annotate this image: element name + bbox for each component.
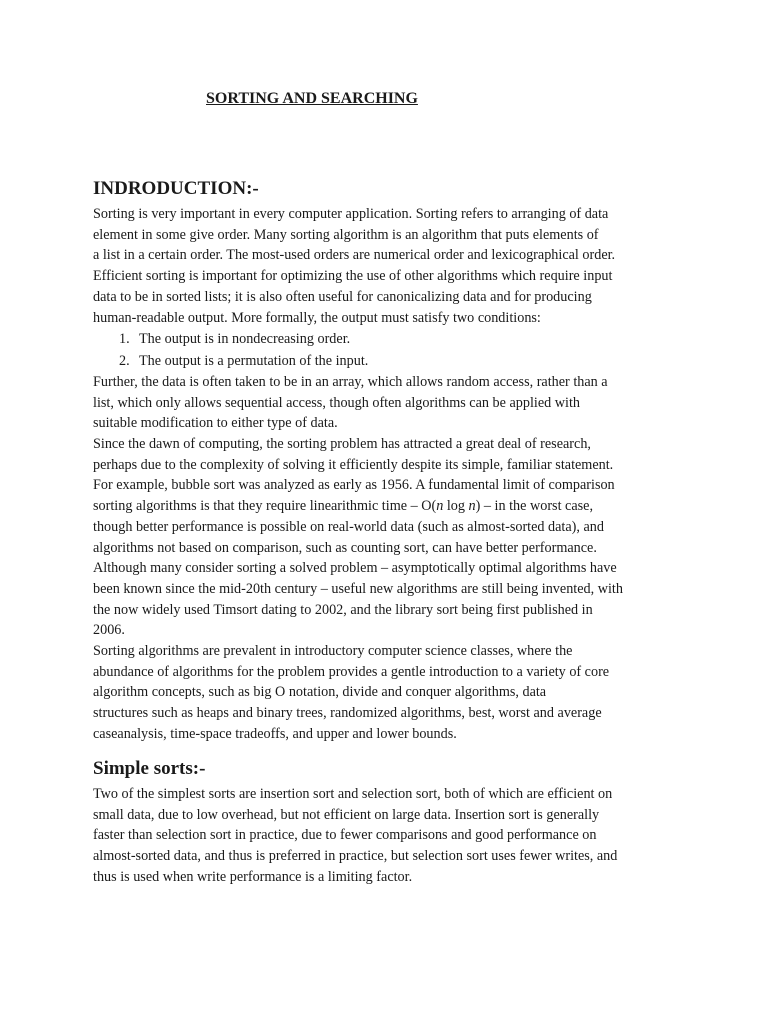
- intro-line: human-readable output. More formally, the output must satisfy two conditions:: [93, 309, 541, 326]
- list-item: [119, 351, 368, 372]
- intro-line: been known since the mid-20th century – useful new algorithms are still being invented, with: [93, 580, 623, 597]
- list-item-text: The output is a permutation of the input.: [139, 353, 369, 370]
- intro-line: abundance of algorithms for the problem provides a gentle introduction to a variety of core: [93, 663, 610, 680]
- intro-line: 2006.: [93, 622, 125, 639]
- simple-sorts-heading: Simple sorts:-: [93, 758, 206, 779]
- intro-line: a list in a certain order. The most-used orders are numerical order and lexicographical order.: [93, 247, 616, 264]
- document-title: SORTING AND SEARCHING: [206, 90, 418, 107]
- intro-line: suitable modification to either type of data.: [93, 415, 338, 432]
- simple-line: small data, due to low overhead, but not efficient on large data. Insertion sort is generally: [93, 806, 600, 823]
- intro-line: algorithm concepts, such as big O notation, divide and conquer algorithms, data: [93, 684, 547, 701]
- intro-line: Further, the data is often taken to be in an array, which allows random access, rather than a: [93, 374, 608, 390]
- simple-line: Two of the simplest sorts are insertion sort and selection sort, both of which are efficient on: [93, 786, 613, 802]
- intro-line: Sorting algorithms are prevalent in introductory computer science classes, where the: [93, 643, 573, 659]
- simple-line: thus is used when write performance is a limiting factor.: [93, 868, 413, 885]
- intro-line: though better performance is possible on real-world data (such as almost-sorted data), and: [93, 518, 604, 535]
- intro-line: structures such as heaps and binary trees, randomized algorithms, best, worst and average: [93, 705, 602, 722]
- intro-line: algorithms not based on comparison, such as counting sort, can have better performance.: [93, 539, 597, 556]
- list-item-number: 2.: [119, 353, 130, 370]
- intro-line: Since the dawn of computing, the sorting problem has attracted a great deal of research,: [93, 436, 591, 452]
- intro-line: For example, bubble sort was analyzed as early as 1956. A fundamental limit of comparison: [93, 477, 615, 494]
- intro-line: sorting algorithms is that they require linearithmic time – O(n log n) – in the worst case,: [93, 498, 594, 515]
- intro-line: Sorting is very important in every computer application. Sorting refers to arranging of data: [93, 206, 609, 222]
- introduction-heading: INDRODUCTION:-: [93, 178, 259, 199]
- intro-line: perhaps due to the complexity of solving it efficiently despite its simple, familiar statement.: [93, 456, 614, 473]
- intro-line: data to be in sorted lists; it is also often useful for canonicalizing data and for producing: [93, 288, 592, 305]
- intro-line: element in some give order. Many sorting algorithm is an algorithm that puts elements of: [93, 226, 599, 243]
- list-item: [119, 329, 350, 350]
- intro-line: Efficient sorting is important for optimizing the use of other algorithms which require input: [93, 268, 613, 285]
- list-item-number: 1.: [119, 331, 130, 348]
- intro-line: the now widely used Timsort dating to 2002, and the library sort being first published in: [93, 601, 593, 618]
- simple-line: faster than selection sort in practice, due to fewer comparisons and good performance on: [93, 827, 597, 844]
- intro-line: list, which only allows sequential access, though often algorithms can be applied with: [93, 394, 580, 411]
- intro-line: caseanalysis, time-space tradeoffs, and upper and lower bounds.: [93, 725, 457, 742]
- simple-line: almost-sorted data, and thus is preferred in practice, but selection sort uses fewer writes, and: [93, 848, 618, 865]
- list-item-text: The output is in nondecreasing order.: [139, 331, 351, 348]
- intro-line: Although many consider sorting a solved problem – asymptotically optimal algorithms have: [93, 560, 617, 577]
